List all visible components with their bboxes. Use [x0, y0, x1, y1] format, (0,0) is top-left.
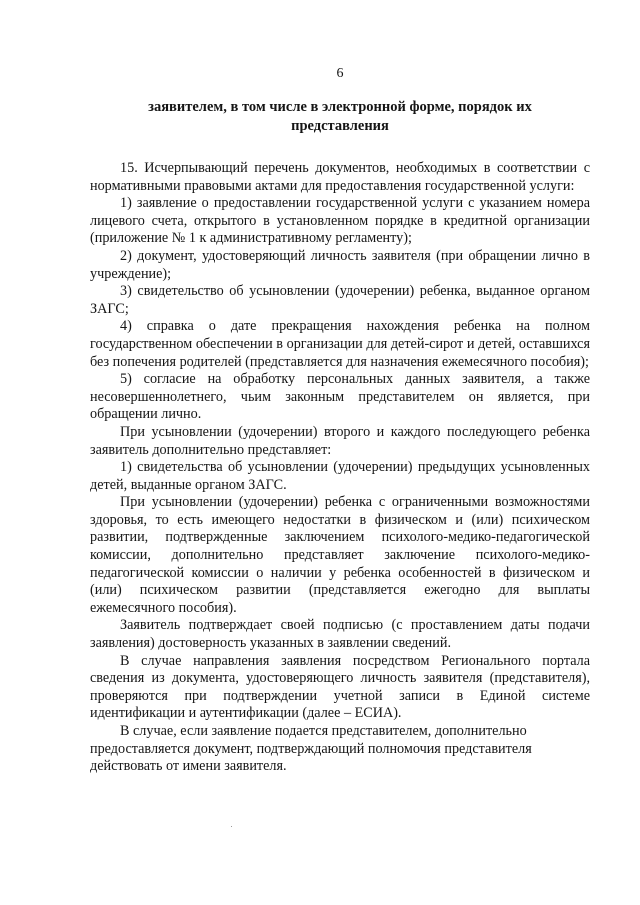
paragraph-representative: В случае, если заявление подается представителем, дополнительно предоставляется документ, подтверждающий полномочия представителя действовать от имени заявителя. — [90, 723, 532, 775]
list-item-previous-adoption-certificates: 1) свидетельства об усыновлении (удочерении) предыдущих усыновленных детей, выданные органом ЗАГС. — [90, 459, 590, 493]
document-body — [90, 160, 590, 776]
page-number: 6 — [336, 66, 344, 81]
paragraph-disability-conclusion: При усыновлении (удочерении) ребенка с ограниченными возможностями здоровья, то есть имеющего недостатки в физическом и (или) психическом развитии, подтвержденные заключением психолого-медико-педагогической комиссии, дополнительно представляет заключение психолого-медико-педагогической комиссии о наличии у ребенка особенностей в физическом и (или) психическом развитии (представляется ежегодно для выплаты ежемесячного пособия). — [90, 494, 590, 616]
list-item-4-state-care-certificate: 4) справка о дате прекращения нахождения ребенка на полном государственном обеспечении в организации для детей-сирот и детей, оставшихся без попечения родителей (представляется для назначения ежемесячного пособия); — [90, 318, 590, 370]
section-heading — [90, 98, 590, 136]
list-item-3-adoption-certificate: 3) свидетельство об усыновлении (удочерении) ребенка, выданное органом ЗАГС; — [90, 283, 590, 317]
paragraph-signature-confirmation: Заявитель подтверждает своей подписью (с проставлением даты подачи заявления) достоверность указанных в заявлении сведений. — [90, 617, 590, 652]
paragraph-regional-portal: В случае направления заявления посредством Регионального портала сведения из документа, удостоверяющего личность заявителя (представителя), проверяются при подтверждении учетной записи в Единой системе идентификации и аутентификации (далее – ЕСИА). — [90, 652, 590, 722]
list-item-1-application: 1) заявление о предоставлении государственной услуги с указанием номера лицевого счета, открытого в установленном порядке в кредитной организации (приложение № 1 к административному регламенту); — [90, 195, 590, 247]
list-item-2-identity-document: 2) документ, удостоверяющий личность заявителя (при обращении лично в учреждение); — [90, 247, 590, 282]
paragraph-subsequent-child: При усыновлении (удочерении) второго и каждого последующего ребенка заявитель дополнительно представляет: — [90, 423, 590, 458]
paragraph-15-intro: 15. Исчерпывающий перечень документов, необходимых в соответствии с нормативными правовыми актами для предоставления государственной услуги: — [90, 160, 590, 194]
scan-speck — [231, 826, 232, 827]
section-heading-line-2: представления — [291, 118, 389, 134]
section-heading-line-1: заявителем, в том числе в электронной форме, порядок их — [148, 99, 532, 115]
list-item-5-personal-data-consent: 5) согласие на обработку персональных данных заявителя, а также несовершеннолетнего, чьим законным представителем он является, при обращении лично. — [90, 371, 590, 423]
